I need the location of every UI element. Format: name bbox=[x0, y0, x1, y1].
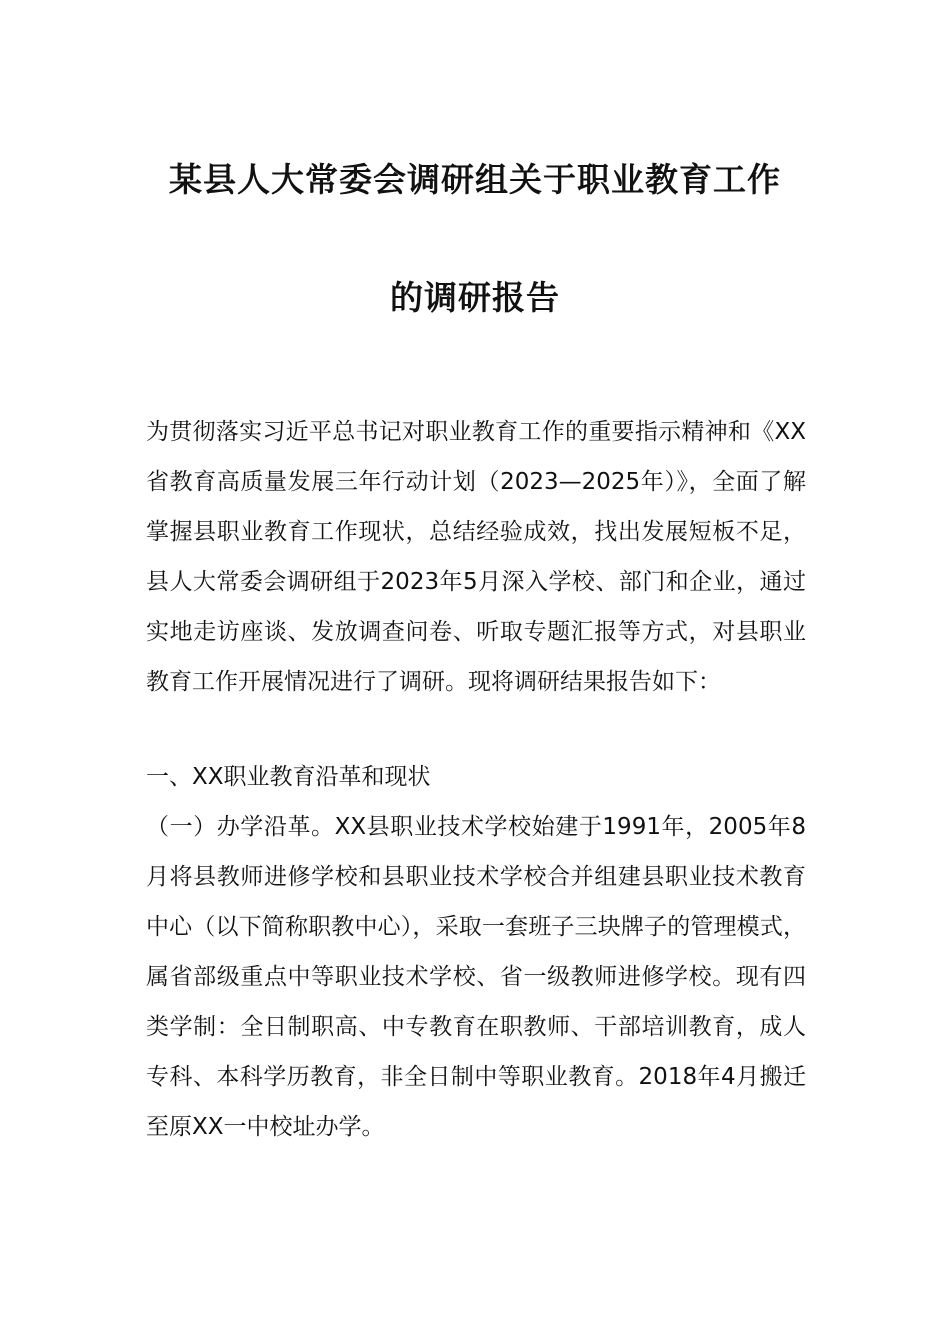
subsection-block bbox=[146, 802, 806, 1152]
document-title-line-1: 某县人大常委会调研组关于职业教育工作 bbox=[169, 160, 781, 199]
document-title-line-2: 的调研报告 bbox=[390, 278, 560, 317]
section-heading: 一、XX职业教育沿革和现状 bbox=[146, 764, 431, 790]
intro-section bbox=[146, 407, 806, 707]
subsection-paragraph: （一）办学沿革。XX县职业技术学校始建于1991年，2005年8月将县教师进修学校和县职业技术学校合并组建县职业技术教育中心（以下简称职教中心），采取一套班子三块牌子的管理模式，属省部级重点中等职业技术学校、省一级教师进修学校。现有四类学制：全日制职高、中专教育在职教师、干部培训教育，成人专科、本科学历教育，非全日制中等职业教育。2018年4月搬迁至原XX一中校址办学。 bbox=[146, 814, 806, 1140]
section-heading-block bbox=[146, 752, 806, 802]
intro-paragraph: 为贯彻落实习近平总书记对职业教育工作的重要指示精神和《XX省教育高质量发展三年行动计划（2023—2025年）》，全面了解掌握县职业教育工作现状，总结经验成效，找出发展短板不足，县人大常委会调研组于2023年5月深入学校、部门和企业，通过实地走访座谈、发放调查问卷、听取专题汇报等方式，对县职业教育工作开展情况进行了调研。现将调研结果报告如下： bbox=[146, 419, 806, 695]
